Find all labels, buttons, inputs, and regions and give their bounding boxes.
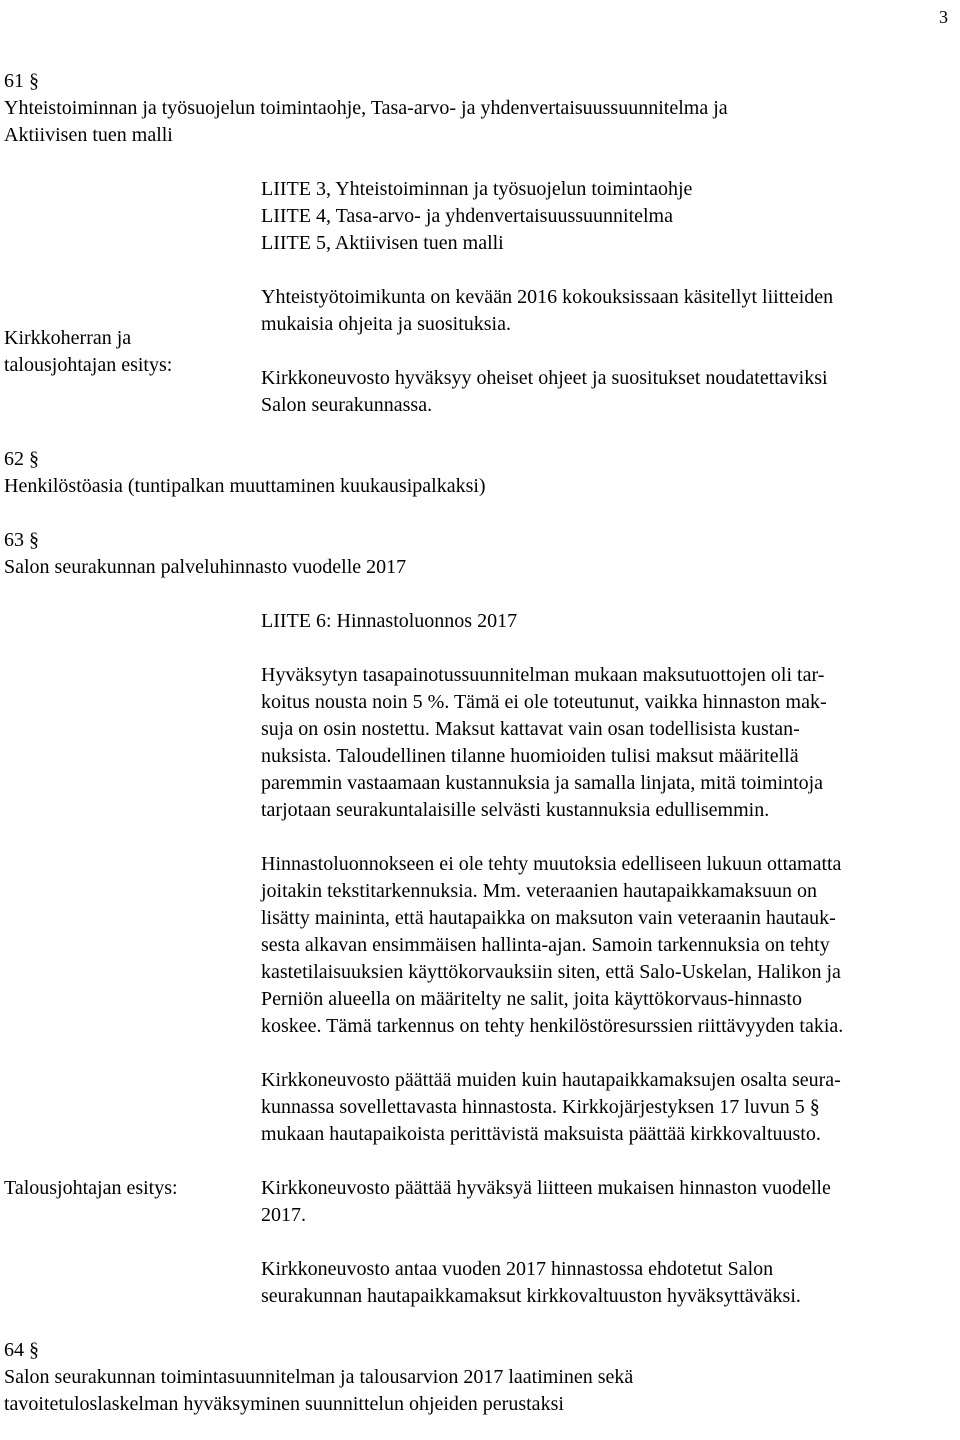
proposal-line: Kirkkoneuvosto antaa vuoden 2017 hinnastossa ehdotetut Salon xyxy=(261,1258,774,1280)
body-line: Hyväksytyn tasapainotussuunnitelman mukaan maksutuottojen oli tar- xyxy=(261,664,825,686)
section-number: 62 § xyxy=(4,448,39,470)
section-62-heading xyxy=(4,446,954,500)
body-line: nuksista. Taloudellinen tilanne huomioiden tulisi maksut määritellä xyxy=(261,745,799,767)
section-61-body xyxy=(4,284,954,419)
attachment-line: LIITE 6: Hinnastoluonnos 2017 xyxy=(261,610,518,632)
section-63-paragraph-1 xyxy=(4,662,954,824)
body-line: tarjotaan seurakuntalaisille selvästi kustannuksia edullisemmin. xyxy=(261,799,770,821)
body-line: kastetilaisuuksien käyttökorvauksiin siten, että Salo-Uskelan, Halikon ja xyxy=(261,961,841,983)
section-title: Salon seurakunnan toimintasuunnitelman ja talousarvion 2017 laatiminen sekä xyxy=(4,1366,634,1388)
section-title: Salon seurakunnan palveluhinnasto vuodelle 2017 xyxy=(4,556,407,578)
body-line: mukaisia ohjeita ja suosituksia. xyxy=(261,313,511,335)
body-line: suja on osin nostettu. Maksut kattavat vain osan todellisista kustan- xyxy=(261,718,800,740)
body-line: kunnassa sovellettavasta hinnastosta. Kirkkojärjestyksen 17 luvun 5 § xyxy=(261,1096,820,1118)
proposal-line: Kirkkoneuvosto hyväksyy oheiset ohjeet ja suositukset noudatettaviksi xyxy=(261,367,828,389)
section-title: Yhteistoiminnan ja työsuojelun toimintaohje, Tasa-arvo- ja yhdenvertaisuussuunnitelma ja xyxy=(4,97,728,119)
section-64-heading xyxy=(4,1337,954,1418)
attachment-line: LIITE 3, Yhteistoiminnan ja työsuojelun toimintaohje xyxy=(261,178,693,200)
section-number: 64 § xyxy=(4,1339,39,1361)
proposal-line: Kirkkoneuvosto päättää hyväksyä liitteen mukaisen hinnaston vuodelle xyxy=(261,1177,831,1199)
document-body xyxy=(4,68,954,1418)
section-61-heading xyxy=(4,68,954,149)
body-line: Yhteistyötoimikunta on kevään 2016 kokouksissaan käsitellyt liitteiden xyxy=(261,286,834,308)
section-63-paragraph-3 xyxy=(4,1067,954,1148)
body-line: koitus nousta noin 5 %. Tämä ei ole toteutunut, vaikka hinnaston mak- xyxy=(261,691,827,713)
body-line: koskee. Tämä tarkennus on tehty henkilöstöresurssien riittävyyden takia. xyxy=(261,1015,844,1037)
section-title: Henkilöstöasia (tuntipalkan muuttaminen kuukausipalkaksi) xyxy=(4,475,486,497)
body-line: Hinnastoluonnokseen ei ole tehty muutoksia edelliseen lukuun ottamatta xyxy=(261,853,842,875)
section-number: 63 § xyxy=(4,529,39,551)
body-line: Perniön alueella on määritelty ne salit, joita käyttökorvaus-hinnasto xyxy=(261,988,802,1010)
body-line: lisätty maininta, että hautapaikka on maksuton vain veteraanin hautauk- xyxy=(261,907,836,929)
body-line: mukaan hautapaikoista perittävistä maksuista päättää kirkkovaltuusto. xyxy=(261,1123,821,1145)
section-63-heading xyxy=(4,527,954,581)
proposal-label: Kirkkoherran ja xyxy=(4,326,132,349)
attachment-line: LIITE 5, Aktiivisen tuen malli xyxy=(261,232,504,254)
body-line: Kirkkoneuvosto päättää muiden kuin hautapaikkamaksujen osalta seura- xyxy=(261,1069,841,1091)
section-title: tavoitetuloslaskelman hyväksyminen suunnittelun ohjeiden perustaksi xyxy=(4,1393,564,1415)
body-line: paremmin vastaamaan kustannuksia ja samalla linjata, mitä toimintoja xyxy=(261,772,824,794)
proposal-line: Salon seurakunnassa. xyxy=(261,394,433,416)
attachment-line: LIITE 4, Tasa-arvo- ja yhdenvertaisuussuunnitelma xyxy=(261,205,673,227)
page-number: 3 xyxy=(939,7,948,27)
attachments-block xyxy=(4,176,954,257)
body-line: joitakin tekstitarkennuksia. Mm. veteraanien hautapaikkamaksuun on xyxy=(261,880,817,902)
section-number: 61 § xyxy=(4,70,39,92)
section-63-proposal xyxy=(4,1175,954,1310)
section-63-paragraph-2 xyxy=(4,851,954,1040)
section-63-attachment xyxy=(4,608,954,635)
proposal-label: talousjohtajan esitys: xyxy=(4,353,173,376)
proposal-line: seurakunnan hautapaikkamaksut kirkkovaltuuston hyväksyttäväksi. xyxy=(261,1285,801,1307)
body-line: sesta alkavan ensimmäisen hallinta-ajan. Samoin tarkennuksia on tehty xyxy=(261,934,830,956)
proposal-line: 2017. xyxy=(261,1204,306,1226)
section-title: Aktiivisen tuen malli xyxy=(4,124,173,146)
proposal-label: Talousjohtajan esitys: xyxy=(4,1177,178,1199)
